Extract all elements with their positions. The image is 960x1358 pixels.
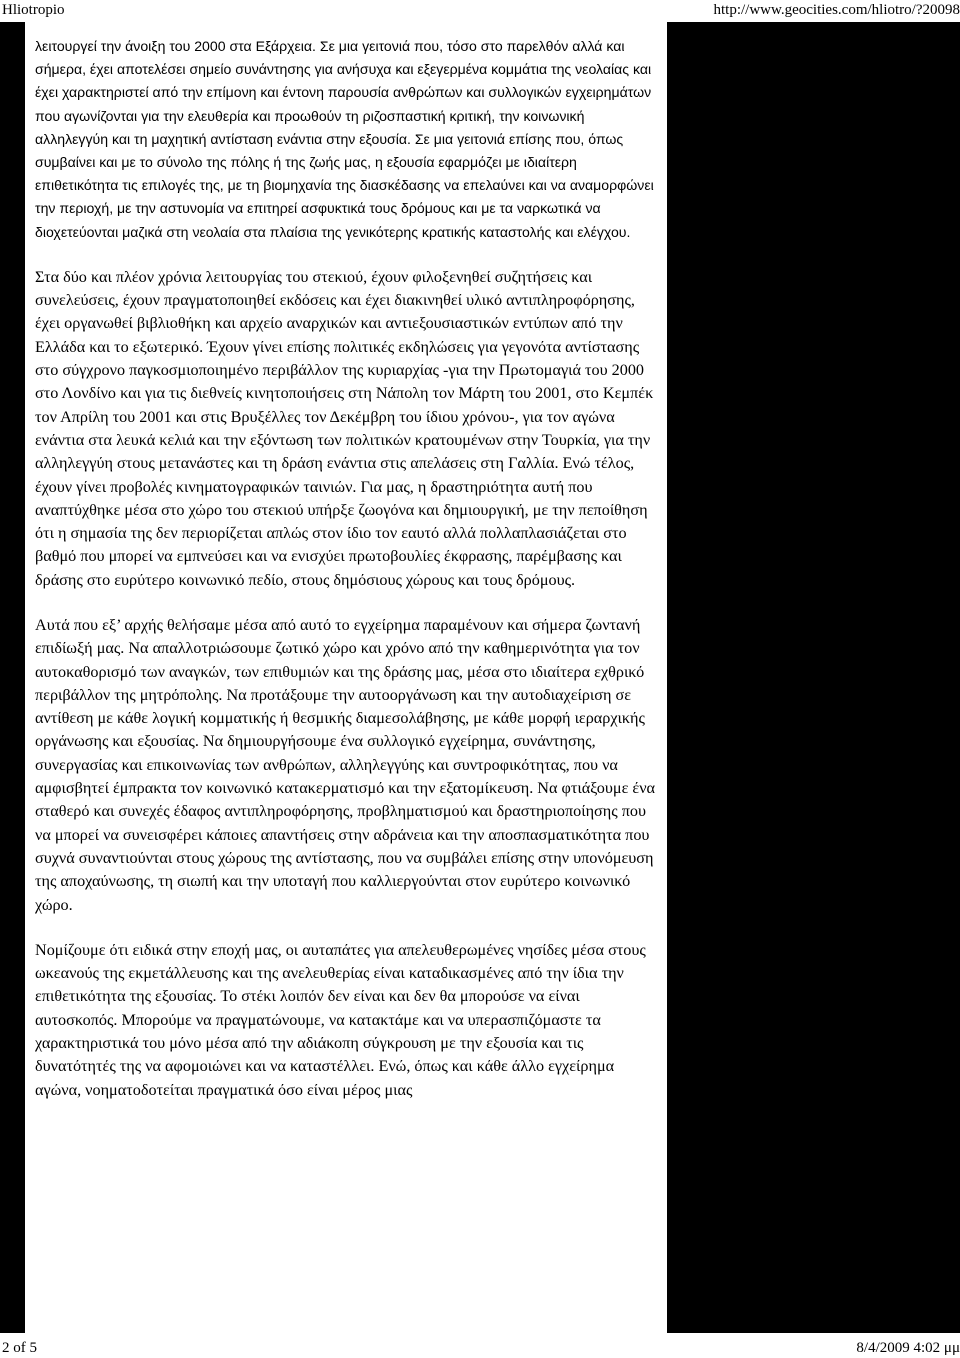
paragraph-1: λειτουργεί την άνοιξη του 2000 στα Εξάρχεια. Σε μια γειτονιά που, τόσο στο παρελθόν αλλά και σήμερα, έχει αποτελέσει σημείο συνάντησης για ανήσυχα και εξεγερμένα κομμάτια της νεολαίας και έχει χαρακτηριστεί από την επίμονη και έντονη παρουσία ανθρώπων και συλλογικών εγχειρημάτων που αγωνίζονται για την ελευθερία και προωθούν τη ριζοσπαστική κριτική, την κοινωνική αλληλεγγύη και τη μαχητική αντίσταση ενάντια στην εξουσία. Σε μια γειτονιά επίσης που, όπως συμβαίνει και με το σύνολο της πόλης ή της ζωής μας, η εξουσία εφαρμόζει με ιδιαίτερη επιθετικότητα τις επιλογές της, με τη βιομηχανία της διασκέδασης να επελαύνει και να αναμορφώνει την περιοχή, με την αστυνομία να επιτηρεί ασφυκτικά τους δρόμους και με τα ναρκωτικά να διοχετεύονται μαζικά στη νεολαία στα πλαίσια της γενικότερης κρατικής καταστολής και ελέγχου. xyxy=(35,38,654,240)
print-footer xyxy=(0,1336,960,1358)
paragraph-2: Στα δύο και πλέον χρόνια λειτουργίας του στεκιού, έχουν φιλοξενηθεί συζητήσεις και συνελεύσεις, έχουν πραγματοποιηθεί εκδόσεις και έχει διακινηθεί υλικό αντιπληροφόρησης, έχει οργανωθεί βιβλιοθήκη και αρχείο αναρχικών και αντιεξουσιαστικών εντύπων από την Ελλάδα και το εξωτερικό. Έχουν γίνει επίσης πολιτικές εκδηλώσεις για γεγονότα αντίστασης στο σύγχρονο παγκοσμιοποιημένο περιβάλλον της κυριαρχίας -για την Πρωτομαγιά του 2000 στο Λονδίνο και για τις διεθνείς κινητοποιήσεις στη Νάπολη τον Μάρτη του 2001, στο Κεμπέκ τον Απρίλη του 2001 και στις Βρυξέλλες τον Δεκέμβρη του ίδιου χρόνου-, για τον αγώνα ενάντια στα λευκά κελιά και την εξόντωση των πολιτικών κρατουμένων στην Τουρκία, για την αλληλεγγύη στους μετανάστες και τη δράση ενάντια στις απελάσεις στη Γαλλία. Ενώ τέλος, έχουν γίνει προβολές κινηματογραφικών ταινιών. Για μας, η δραστηριότητα αυτή που αναπτύχθηκε μέσα στο χώρο του στεκιού υπήρξε ζωογόνα και δημιουργική, με την πεποίθηση ότι η σημασία της δεν περιορίζεται απλώς στον ίδιο τον εαυτό αλλά πολλαπλασιάζεται στο βαθμό που μπορεί να εμπνεύσει και να ενισχύει πρωτοβουλίες έκφρασης, παρέμβασης και δράσης στο ευρύτερο κοινωνικό πεδίο, στους δημόσιους χώρους και τους δρόμους. xyxy=(35,267,654,589)
paragraph-4: Νομίζουμε ότι ειδικά στην εποχή μας, οι αυταπάτες για απελευθερωμένες νησίδες μέσα στους ωκεανούς της εκμετάλλευσης και της ανελευθερίας είναι καταδικασμένες από την ίδια την επιθετικότητα της εξουσίας. Το στέκι λοιπόν δεν είναι και δεν θα μπορούσε να είναι αυτοσκοπός. Μπορούμε να πραγματώνουμε, να κατακτάμε και να υπερασπιζόμαστε τα χαρακτηριστικά του μόνο μέσα από την αδιάκοπη σύγκρουση με την εξουσία και τις δυνατότητές της να αφομοιώνει και να καταστέλλει. Ενώ, όπως και κάθε άλλο εγχείρημα αγώνα, νοηματοδοτείται πραγματικά όσο είναι μέρος μιας xyxy=(35,940,646,1099)
left-black-strip xyxy=(0,22,25,1333)
page-number: 2 of 5 xyxy=(2,1340,37,1356)
right-black-panel xyxy=(667,22,960,1333)
print-timestamp: 8/4/2009 4:02 μμ xyxy=(856,1340,960,1356)
header-url: http://www.geocities.com/hliotro/?20098 xyxy=(713,2,960,18)
header-title: Hliotropio xyxy=(2,2,65,18)
print-header xyxy=(0,0,960,22)
article-body xyxy=(35,35,661,1102)
paragraph-3: Αυτά που εξ’ αρχής θελήσαμε μέσα από αυτό το εγχείρημα παραμένουν και σήμερα ζωντανή επιδίωξή μας. Να απαλλοτριώσουμε ζωτικό χώρο και χρόνο από την καθημερινότητα για τον αυτοκαθορισμό των αναγκών, των επιθυμιών και της δράσης μας, μέσα στο ιδιαίτερα εχθρικό περιβάλλον της μητρόπολης. Να προτάξουμε την αυτοοργάνωση και την αυτοδιαχείριση σε αντίθεση με κάθε λογική κομματικής ή θεσμικής διαμεσολάβησης, με κάθε μορφή ιεραρχικής οργάνωσης και εξουσίας. Να δημιουργήσουμε ένα συλλογικό εγχείρημα, συνάντησης, συνεργασίας και επικοινωνίας των ανθρώπων, αλληλεγγύης και συντροφικότητας, που να αμφισβητεί έμπρακτα τον κοινωνικό κατακερματισμό και την εξατομίκευση. Να φτιάξουμε ένα σταθερό και συνεχές έδαφος αντιπληροφόρησης, προβληματισμού και δραστηριοποίησης που να μπορεί να συνεισφέρει κάποιες απαντήσεις στην αδράνεια και την αποσπασματικότητα που συχνά συναντιούνται στους χώρους της αντίστασης, που να συμβάλει επίσης στην υπονόμευση της αποχαύνωσης, τη σιωπή και την υποταγή που καλλιεργούνται στον ευρύτερο κοινωνικό χώρο. xyxy=(35,615,656,914)
